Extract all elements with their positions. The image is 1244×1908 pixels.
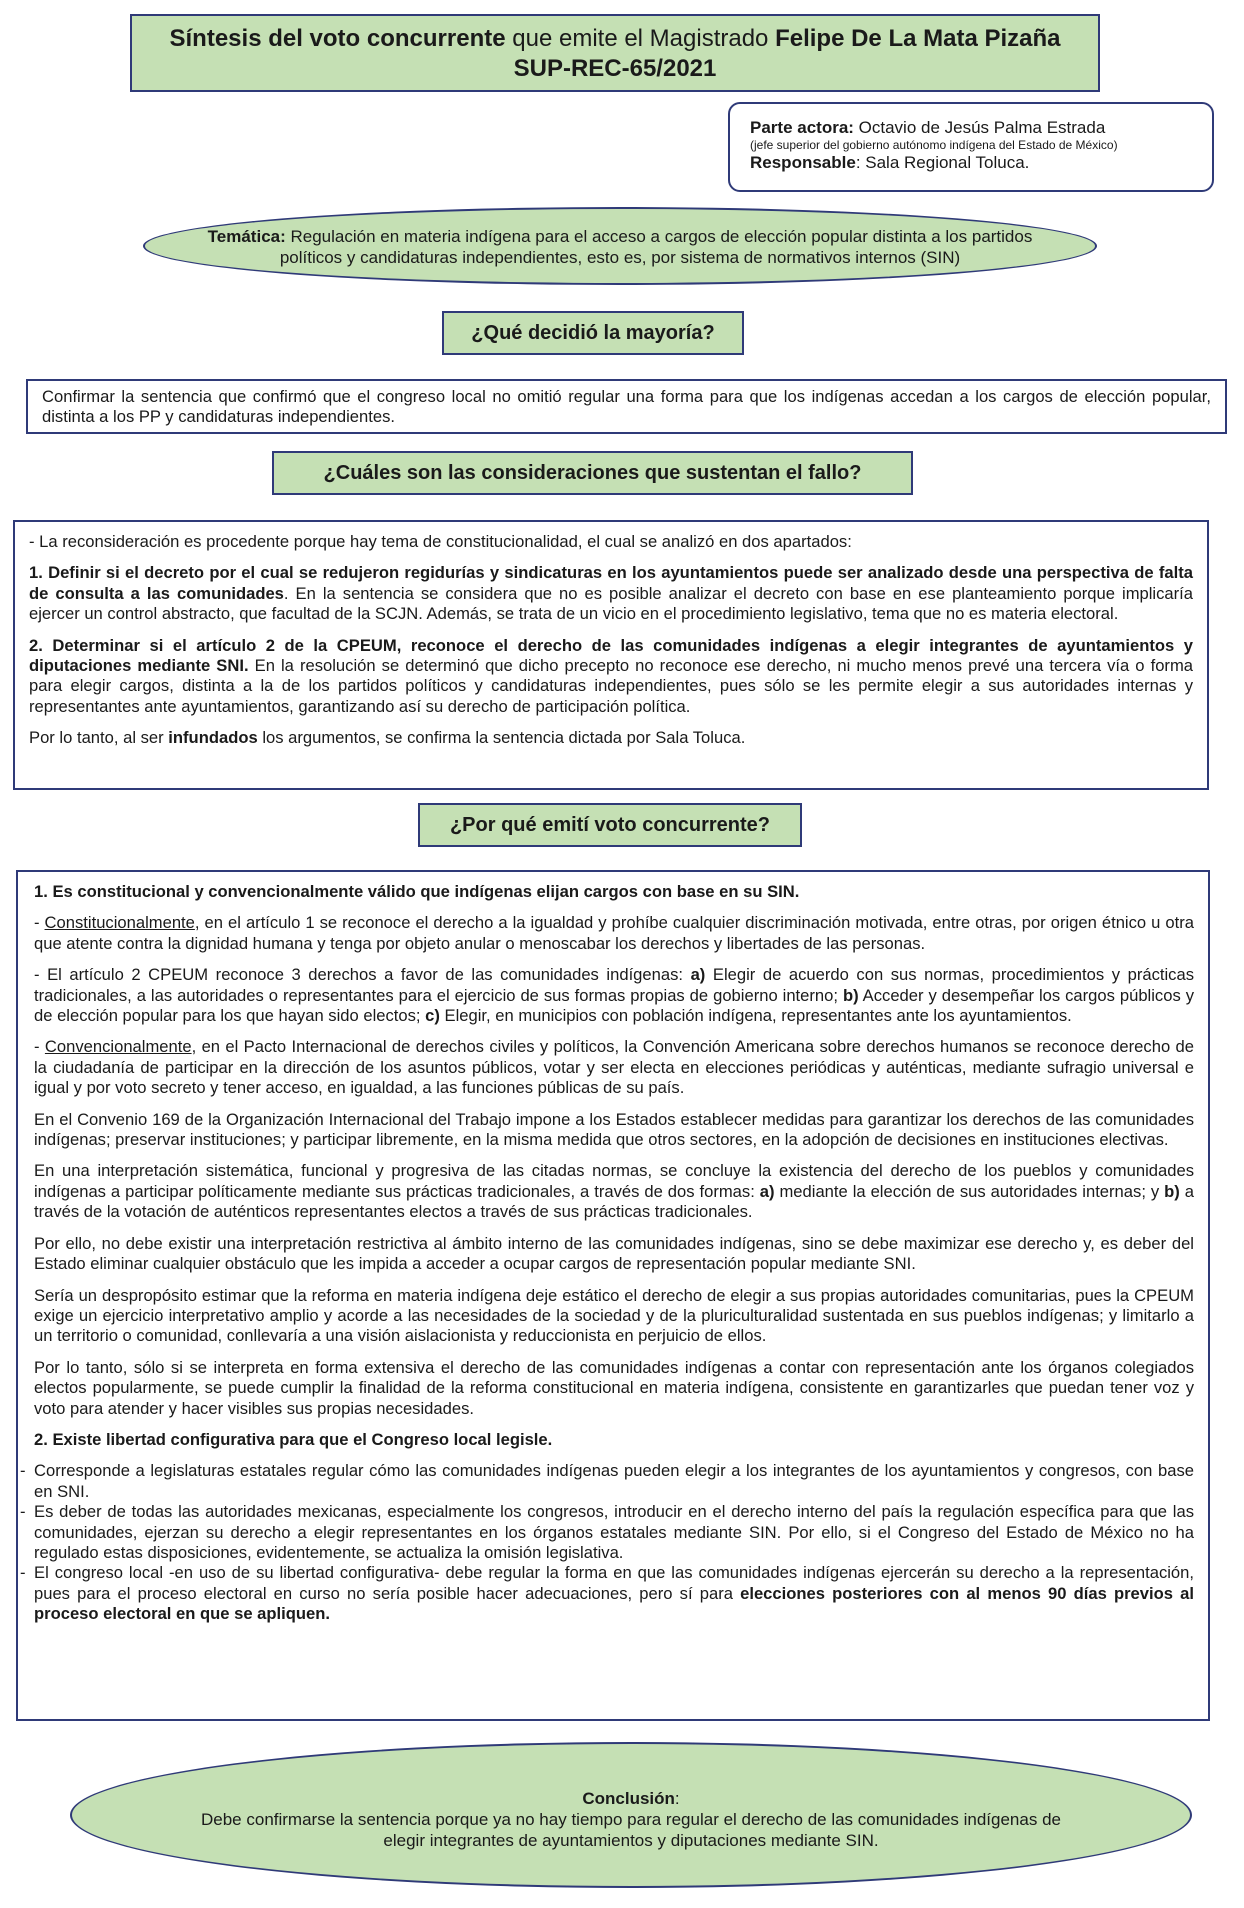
fallo-point-1: 1. Definir si el decreto por el cual se redujeron regidurías y sindicaturas en los ayuntamientos puede ser analizado desde una perspectiva de falta de consulta a las comunidades. En la sentencia se considera que no es posible analizar el decreto con base en ese planteamiento porque implicaría ejercer un control abstracto, que facultad de la SCJN. Además, se trata de un vicio en el procedimiento legislativo, tema que no es materia electoral. <box>29 563 1194 624</box>
voto-convencional: - Convencionalmente, en el Pacto Internacional de derechos civiles y políticos, la Convención Americana sobre derechos humanos se reconoce derecho de la ciudadanía de participar en la dirección de los asuntos públicos, votar y ser electa en elecciones periódicas y auténticas, mediante sufragio universal e igual y por voto secreto y tener acceso, en igualdad, a las funciones públicas de su país. <box>34 1037 1194 1098</box>
conclusion-text: Debe confirmarse la sentencia porque ya no hay tiempo para regular el derecho de las comunidades indígenas de elegir integrantes de ayuntamientos y diputaciones mediante SIN. <box>201 1810 1061 1850</box>
fallo-conclusion: Por lo tanto, al ser infundados los argumentos, se confirma la sentencia dictada por Sala Toluca. <box>29 728 746 748</box>
conclusion-ellipse <box>70 1742 1192 1888</box>
title-normal: que emite el Magistrado <box>505 25 776 52</box>
responsable: Responsable: Sala Regional Toluca. <box>750 153 1030 172</box>
tematica-ellipse <box>143 207 1097 285</box>
voto-box <box>16 870 1210 1721</box>
voto-desproposito: Sería un despropósito estimar que la reforma en materia indígena deje estático el derecho de elegir a sus propias autoridades comunitarias, pues la CPEUM exige un ejercicio interpretativo amplio y acorde a las necesidades de la sociedad y de la pluriculturalidad sustentada en sus pueblos indígenas; y limitarlo a un territorio o comunidad, conllevaría a una visión aislacionista y reduccionista en perjuicio de ellos. <box>34 1285 1194 1346</box>
conclusion-heading: Conclusión: <box>582 1789 680 1808</box>
voto-por-ello: Por ello, no debe existir una interpretación restrictiva al ámbito interno de las comunidades indígenas, sino se debe maximizar ese derecho y, es deber del Estado eliminar cualquier obstáculo que les impida a acceder a ocupar cargos de representación popular mediante SNI. <box>34 1233 1194 1274</box>
voto-heading-2: 2. Existe libertad configurativa para que el Congreso local legisle. <box>34 1429 553 1449</box>
parties-box <box>728 102 1214 192</box>
voto-constitucional: - Constitucionalmente, en el artículo 1 se reconoce el derecho a la igualdad y prohíbe cualquier discriminación motivada, entre otras, por origen étnico u otra que atente contra la dignidad humana y tenga por objeto anular o menoscabar los derechos y libertades de las personas. <box>34 913 1194 953</box>
fallo-point-2: 2. Determinar si el artículo 2 de la CPEUM, reconoce el derecho de las comunidades indígenas a elegir integrantes de ayuntamientos y diputaciones mediante SNI. En la resolución se determinó que dicho precepto no reconoce ese derecho, ni mucho menos prevé una tercera vía o forma para elegir cargos, distinta a la de los partidos políticos y candidaturas independientes, pues sólo se les permite elegir a sus autoridades internas y representantes ante ayuntamientos, garantizando así su derecho de participación política. <box>29 635 1194 716</box>
mayoria-text: Confirmar la sentencia que confirmó que el congreso local no omitió regular una forma para que los indígenas accedan a los cargos de elección popular, distinta a los PP y candidaturas independientes. <box>42 387 1211 427</box>
voto-heading-1: 1. Es constitucional y convencionalmente válido que indígenas elijan cargos con base en su SIN. <box>34 882 800 901</box>
title-line <box>132 24 1098 54</box>
fallo-intro: - La reconsideración es procedente porque hay tema de constitucionalidad, el cual se analizó en dos apartados: <box>29 532 852 551</box>
voto-dash-3: - El congreso local -en uso de su libertad configurativa- debe regular la forma en que las comunidades indígenas ejercerán su derecho a la representación, pues para el proceso electoral en curso no sería posible hacer adecuaciones, pero sí para elecciones posteriores con al menos 90 días previos al proceso electoral en que se apliquen. <box>34 1563 1194 1624</box>
section-heading-voto: ¿Por qué emití voto concurrente? <box>418 803 802 847</box>
voto-articulo-2: - El artículo 2 CPEUM reconoce 3 derechos a favor de las comunidades indígenas: a) Elegir de acuerdo con sus normas, procedimientos y prácticas tradicionales, a las autoridades o representantes para el ejercicio de sus formas propias de gobierno interno; b) Acceder y desempeñar los cargos públicos y de elección popular para los que hayan sido electos; c) Elegir, en municipios con población indígena, representantes ante los ayuntamientos. <box>34 965 1195 1026</box>
section-heading-fallo: ¿Cuáles son las consideraciones que sustentan el fallo? <box>272 451 913 495</box>
parte-actora: Parte actora: Octavio de Jesús Palma Estrada <box>750 118 1106 137</box>
document-title <box>130 14 1100 92</box>
case-number: SUP-REC-65/2021 <box>513 55 717 82</box>
section-heading-mayoria: ¿Qué decidió la mayoría? <box>442 311 744 355</box>
voto-convenio-169: En el Convenio 169 de la Organización Internacional del Trabajo impone a los Estados establecer medidas para garantizar los derechos de las comunidades indígenas; preservar instituciones; y participar libremente, en la misma medida que otros sectores, en la adopción de decisiones en instituciones electivas. <box>34 1109 1194 1150</box>
voto-dash-1: - Corresponde a legislaturas estatales regular cómo las comunidades indígenas pueden elegir a los integrantes de los ayuntamientos y congresos, con base en SNI. <box>34 1461 1194 1502</box>
fallo-box <box>13 520 1209 790</box>
tematica-text: Regulación en materia indígena para el acceso a cargos de elección popular distinta a los partidos políticos y candidaturas independientes, esto es, por sistema de normativos internos (SIN) <box>279 227 1033 267</box>
mayoria-box <box>26 379 1227 434</box>
title-bold-1: Síntesis del voto concurrente <box>169 25 506 52</box>
parte-actora-role: (jefe superior del gobierno autónomo indígena del Estado de México) <box>750 138 1118 152</box>
tematica-label: Temática: <box>207 227 286 246</box>
voto-interpretacion: En una interpretación sistemática, funcional y progresiva de las citadas normas, se concluye la existencia del derecho de los pueblos y comunidades indígenas a participar políticamente mediante sus prácticas tradicionales, a través de dos formas: a) mediante la elección de sus autoridades internas; y b) a través de la votación de auténticos representantes electos a través de sus prácticas tradicionales. <box>34 1161 1194 1222</box>
title-bold-2: Felipe De La Mata Pizaña <box>775 25 1061 52</box>
voto-dash-2: - Es deber de todas las autoridades mexicanas, especialmente los congresos, introducir en el derecho interno del país la regulación específica para que las comunidades, ejerzan su derecho a elegir representantes en los órganos estatales mediante SIN. Por ello, si el Congreso del Estado de México no ha regulado estas disposiciones, evidentemente, se actualiza la omisión legislativa. <box>34 1502 1194 1563</box>
voto-por-lo-tanto: Por lo tanto, sólo si se interpreta en forma extensiva el derecho de las comunidades indígenas a contar con representación ante los órganos colegiados electos popularmente, se puede cumplir la finalidad de la reforma constitucional en materia indígena, consistente en garantizarles que puedan tener voz y voto para atender y hacer visibles sus propias necesidades. <box>34 1357 1194 1418</box>
